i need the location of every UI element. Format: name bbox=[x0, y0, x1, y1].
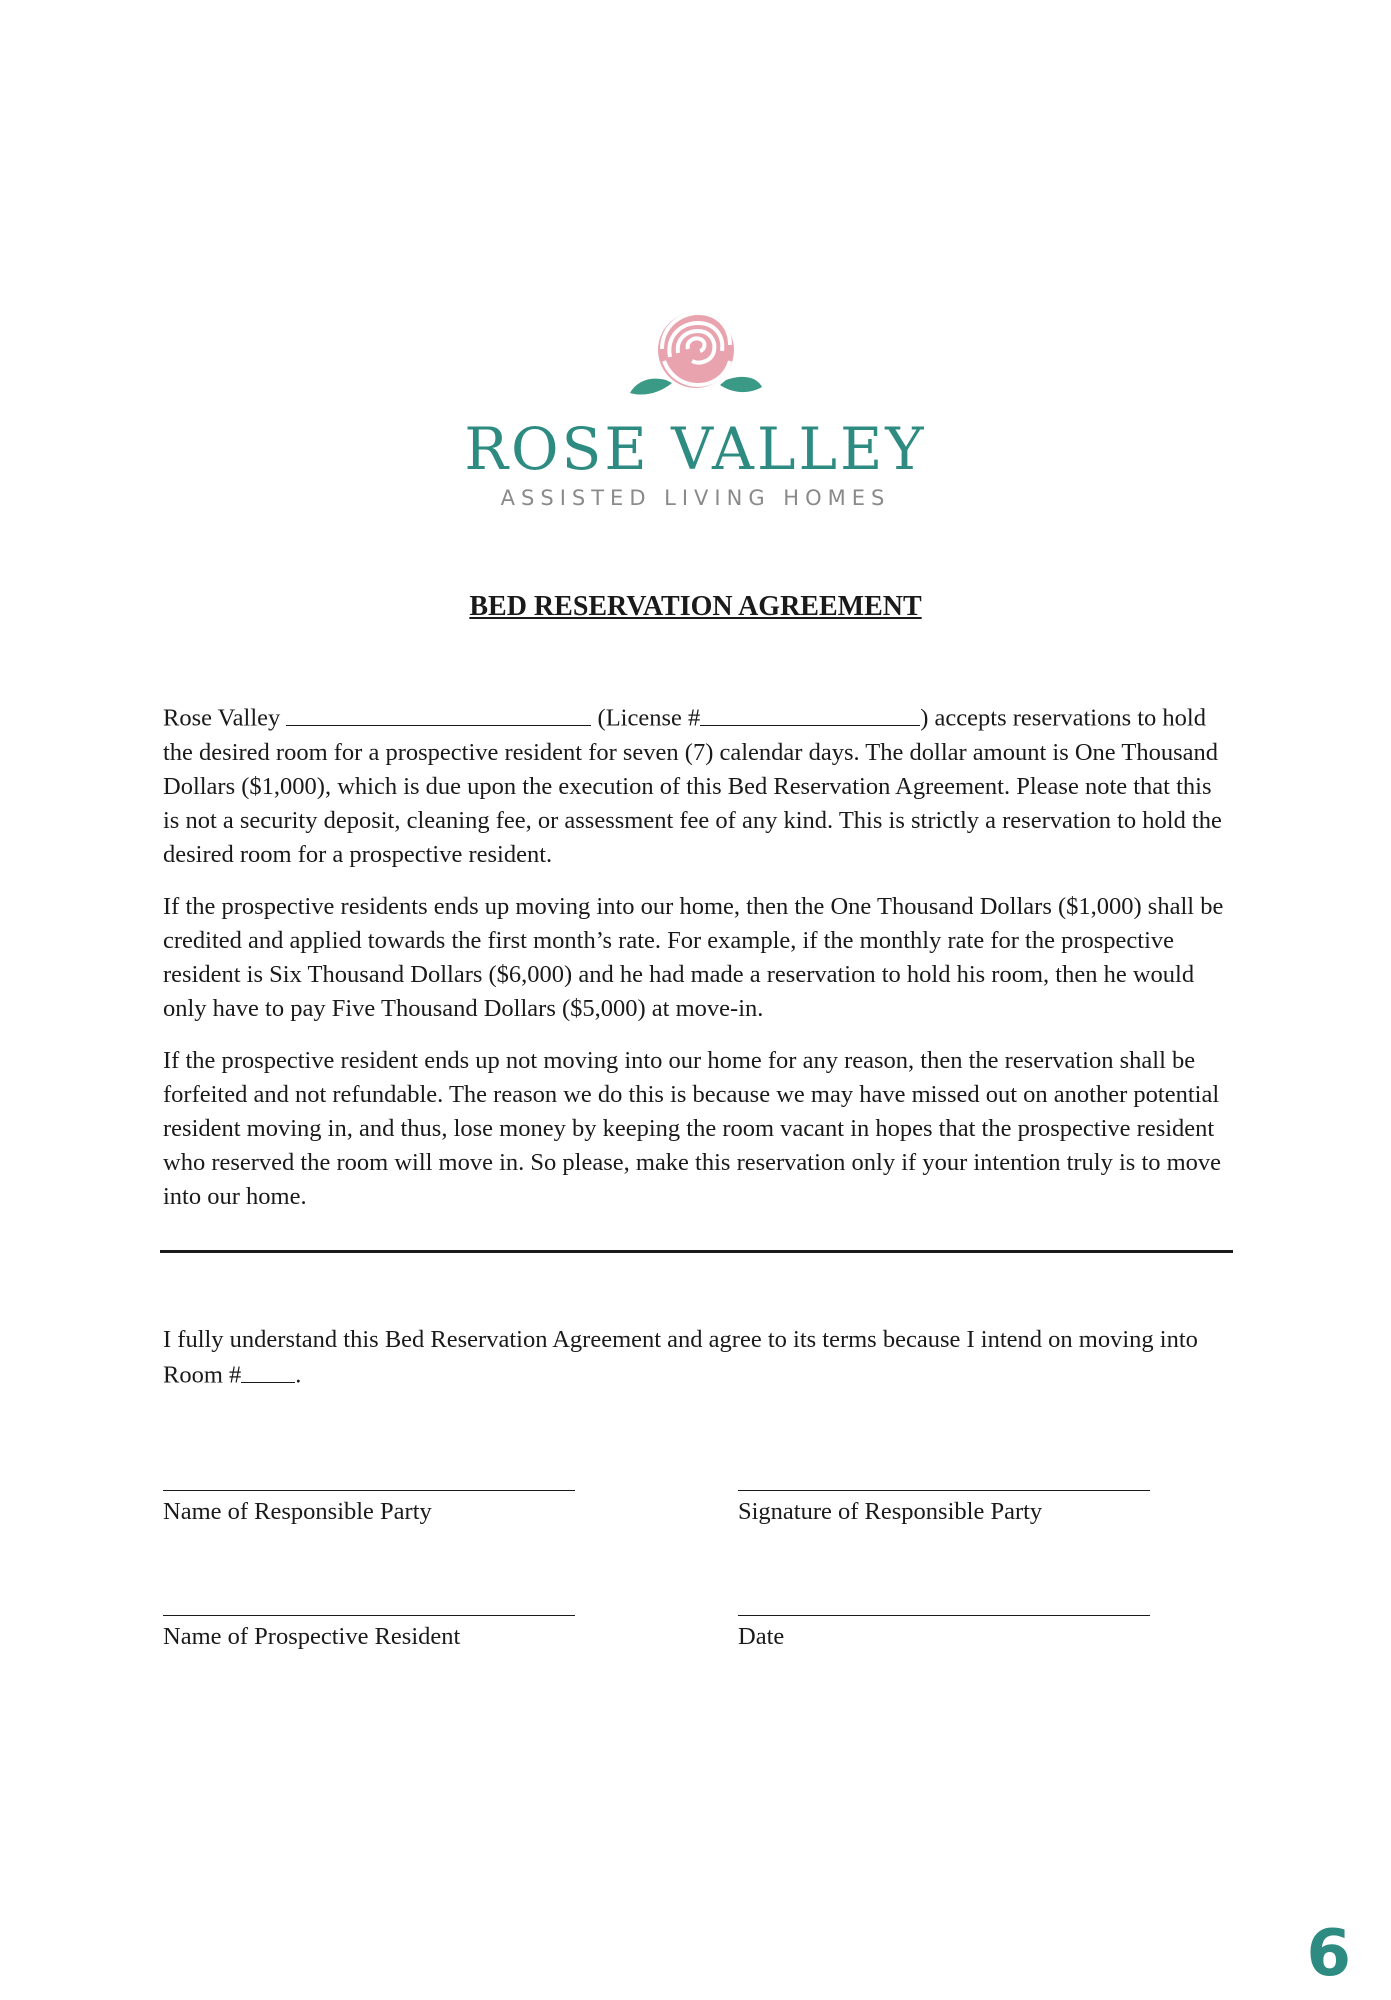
date-line[interactable] bbox=[738, 1615, 1150, 1616]
logo bbox=[0, 305, 1391, 405]
license-label: (License # bbox=[591, 704, 701, 732]
resident-name-line[interactable] bbox=[163, 1615, 575, 1616]
paragraph-reservation-terms bbox=[163, 700, 1233, 872]
responsible-signature-line[interactable] bbox=[738, 1490, 1150, 1491]
paragraph-forfeit-terms: If the prospective resident ends up not moving into our home for any reason, then the reservation shall be forfeited and not refundable. The reason we do this is because we may have missed out on another potential resident moving in, and thus, lose money by keeping the room vacant in hopes that the prospective resident who reserved the room will move in. So please, make this reservation only if your intention truly is to move into our home. bbox=[163, 1046, 1222, 1210]
paragraph-credit-terms: If the prospective residents ends up moving into our home, then the One Thousand Dollars ($1,000) shall be credited and applied towards the first month’s rate. For example, if the monthly rate for the prospective resident is Six Thousand Dollars ($6,000) and he had made a reservation to hold his room, then he would only have to pay Five Thousand Dollars ($5,000) at move-in. bbox=[163, 892, 1224, 1022]
room-number-blank[interactable] bbox=[241, 1357, 295, 1383]
license-number-blank[interactable] bbox=[700, 700, 920, 726]
acknowledgement-text: I fully understand this Bed Reservation Agreement and agree to its terms because I intend on moving into Room # bbox=[163, 1326, 1198, 1389]
document-title: BED RESERVATION AGREEMENT bbox=[469, 591, 922, 622]
responsible-name-line[interactable] bbox=[163, 1490, 575, 1491]
responsible-signature-label: Signature of Responsible Party bbox=[738, 1498, 1043, 1525]
resident-name-label: Name of Prospective Resident bbox=[163, 1623, 461, 1650]
facility-name-prefix: Rose Valley bbox=[163, 704, 287, 732]
rose-icon bbox=[626, 305, 766, 405]
date-label: Date bbox=[738, 1623, 785, 1650]
acknowledgement bbox=[163, 1323, 1233, 1393]
facility-name-blank[interactable] bbox=[286, 700, 591, 726]
brand-name: ROSE VALLEY bbox=[464, 415, 927, 483]
section-divider bbox=[160, 1250, 1233, 1253]
agreement-body bbox=[163, 700, 1233, 1232]
acknowledgement-end: . bbox=[295, 1361, 302, 1389]
responsible-name-label: Name of Responsible Party bbox=[163, 1498, 432, 1525]
page-number: 6 bbox=[1306, 1917, 1351, 1991]
reservation-terms-text: ) accepts reservations to hold the desired room for a prospective resident for seven (7) calendar days. The dollar amount is One Thousand Dollars ($1,000), which is due upon the execution of this Bed Reservation Agreement. Please note that this is not a security deposit, cleaning fee, or assessment fee of any kind. This is strictly a reservation to hold the desired room for a prospective resident. bbox=[163, 704, 1222, 868]
brand-tagline: ASSISTED LIVING HOMES bbox=[500, 486, 891, 510]
